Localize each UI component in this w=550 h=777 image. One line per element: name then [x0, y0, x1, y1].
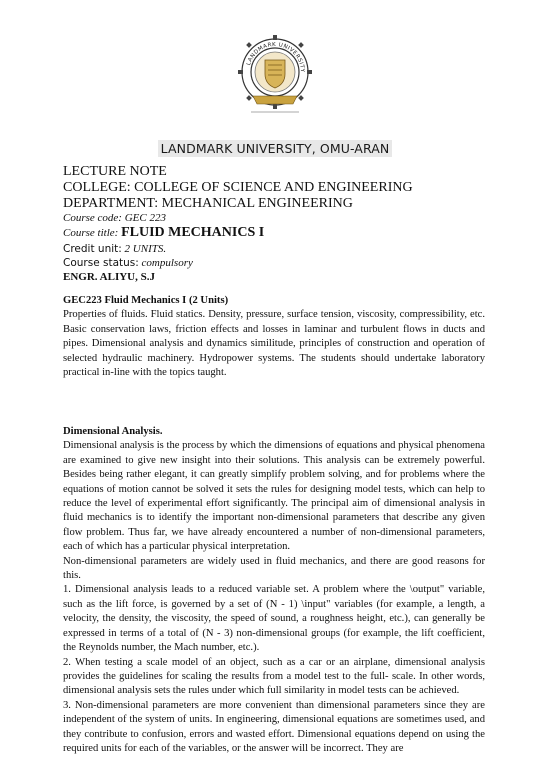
overview-heading: GEC223 Fluid Mechanics I (2 Units)	[63, 295, 229, 306]
course-code-value: GEC 223	[124, 212, 166, 224]
course-overview	[63, 294, 485, 380]
course-title-value: FLUID MECHANICS I	[121, 225, 265, 240]
course-status-label: Course status:	[63, 257, 139, 269]
college-line: COLLEGE: COLLEGE OF SCIENCE AND ENGINEERING	[63, 180, 413, 195]
dimensional-analysis-section	[63, 425, 485, 756]
department-line: DEPARTMENT: MECHANICAL ENGINEERING	[63, 196, 353, 211]
lecturer-name: ENGR. ALIYU, S.J	[63, 271, 155, 283]
course-status-value: compulsory	[141, 257, 193, 269]
dimensional-analysis-paragraph-3: 1. Dimensional analysis leads to a reduced variable set. A problem where the \output" variable, such as the lift force, is governed by a set of (N - 1) \input" variables (for example, a length, a velocity, the density, the viscosity, the speed of sound, a roughness height, etc.), can generally be expressed in terms of a total of (N - 3) non-dimensional groups (for example, the lift coefficient, the Reynolds number, the Mach number, etc.).	[63, 584, 485, 654]
course-status-line	[63, 257, 193, 270]
dimensional-analysis-paragraph-4: 2. When testing a scale model of an object, such as a car or an airplane, dimensional analysis provides the guidelines for scaling the results from a model test to the full- scale. In other words, dimensional analysis sets the rules under which full similarity in model tests can be achieved.	[63, 656, 485, 697]
dimensional-analysis-paragraph-1: Dimensional analysis is the process by which the dimensions of equations and physical phenomena are examined to give new insight into their solutions. This analysis can be extremely powerful. Besides being rather elegant, it can greatly simplify problem solving, and for problems where the equations of motion cannot be solved it sets the rules for designing model tests, which can help to reduce the level of experimental effort significantly. The principal aim of dimensional analysis in fluid mechanics is to identify the important non-dimensional parameters that describe any given flow problem. Thus far, we have already encountered a number of non-dimensional parameters, each of which has a particular physical interpretation.	[63, 440, 485, 553]
course-code-line	[63, 212, 166, 225]
course-title-label: Course title:	[63, 227, 119, 239]
course-code-label: Course code:	[63, 212, 122, 224]
university-logo	[237, 34, 313, 118]
credit-unit-value: 2 UNITS.	[124, 243, 167, 255]
credit-unit-label: Credit unit:	[63, 243, 122, 255]
dimensional-analysis-paragraph-2: Non-dimensional parameters are widely used in fluid mechanics, and there are good reasons for this.	[63, 555, 485, 582]
course-title-line	[63, 226, 264, 240]
overview-text: Properties of fluids. Fluid statics. Density, pressure, surface tension, viscosity, compressibility, etc. Basic conservation laws, friction effects and losses in laminar and turbulent flows in ducts and pipes. Dimensional analysis and dynamics similitude, principles of construction and operation of selected hydraulic machinery. Hydropower systems. The students should undertake laboratory practical in-line with the topics taught.	[63, 309, 485, 379]
dimensional-analysis-heading: Dimensional Analysis.	[63, 426, 163, 437]
logo-text: LANDMARK UNIVERSITY	[245, 41, 306, 73]
lecture-note-line: LECTURE NOTE	[63, 164, 167, 179]
university-header	[0, 141, 550, 156]
dimensional-analysis-paragraph-5: 3. Non-dimensional parameters are more convenient than dimensional parameters since they are independent of the system of units. In engineering, dimensional equations are sometimes used, and they contribute to confusion, errors and wasted effort. Dimensional equations depend on using the required units for each of the variables, or the answer will be incorrect. They are	[63, 699, 485, 754]
credit-unit-line	[63, 243, 166, 256]
university-name: LANDMARK UNIVERSITY, OMU-ARAN	[158, 140, 393, 157]
